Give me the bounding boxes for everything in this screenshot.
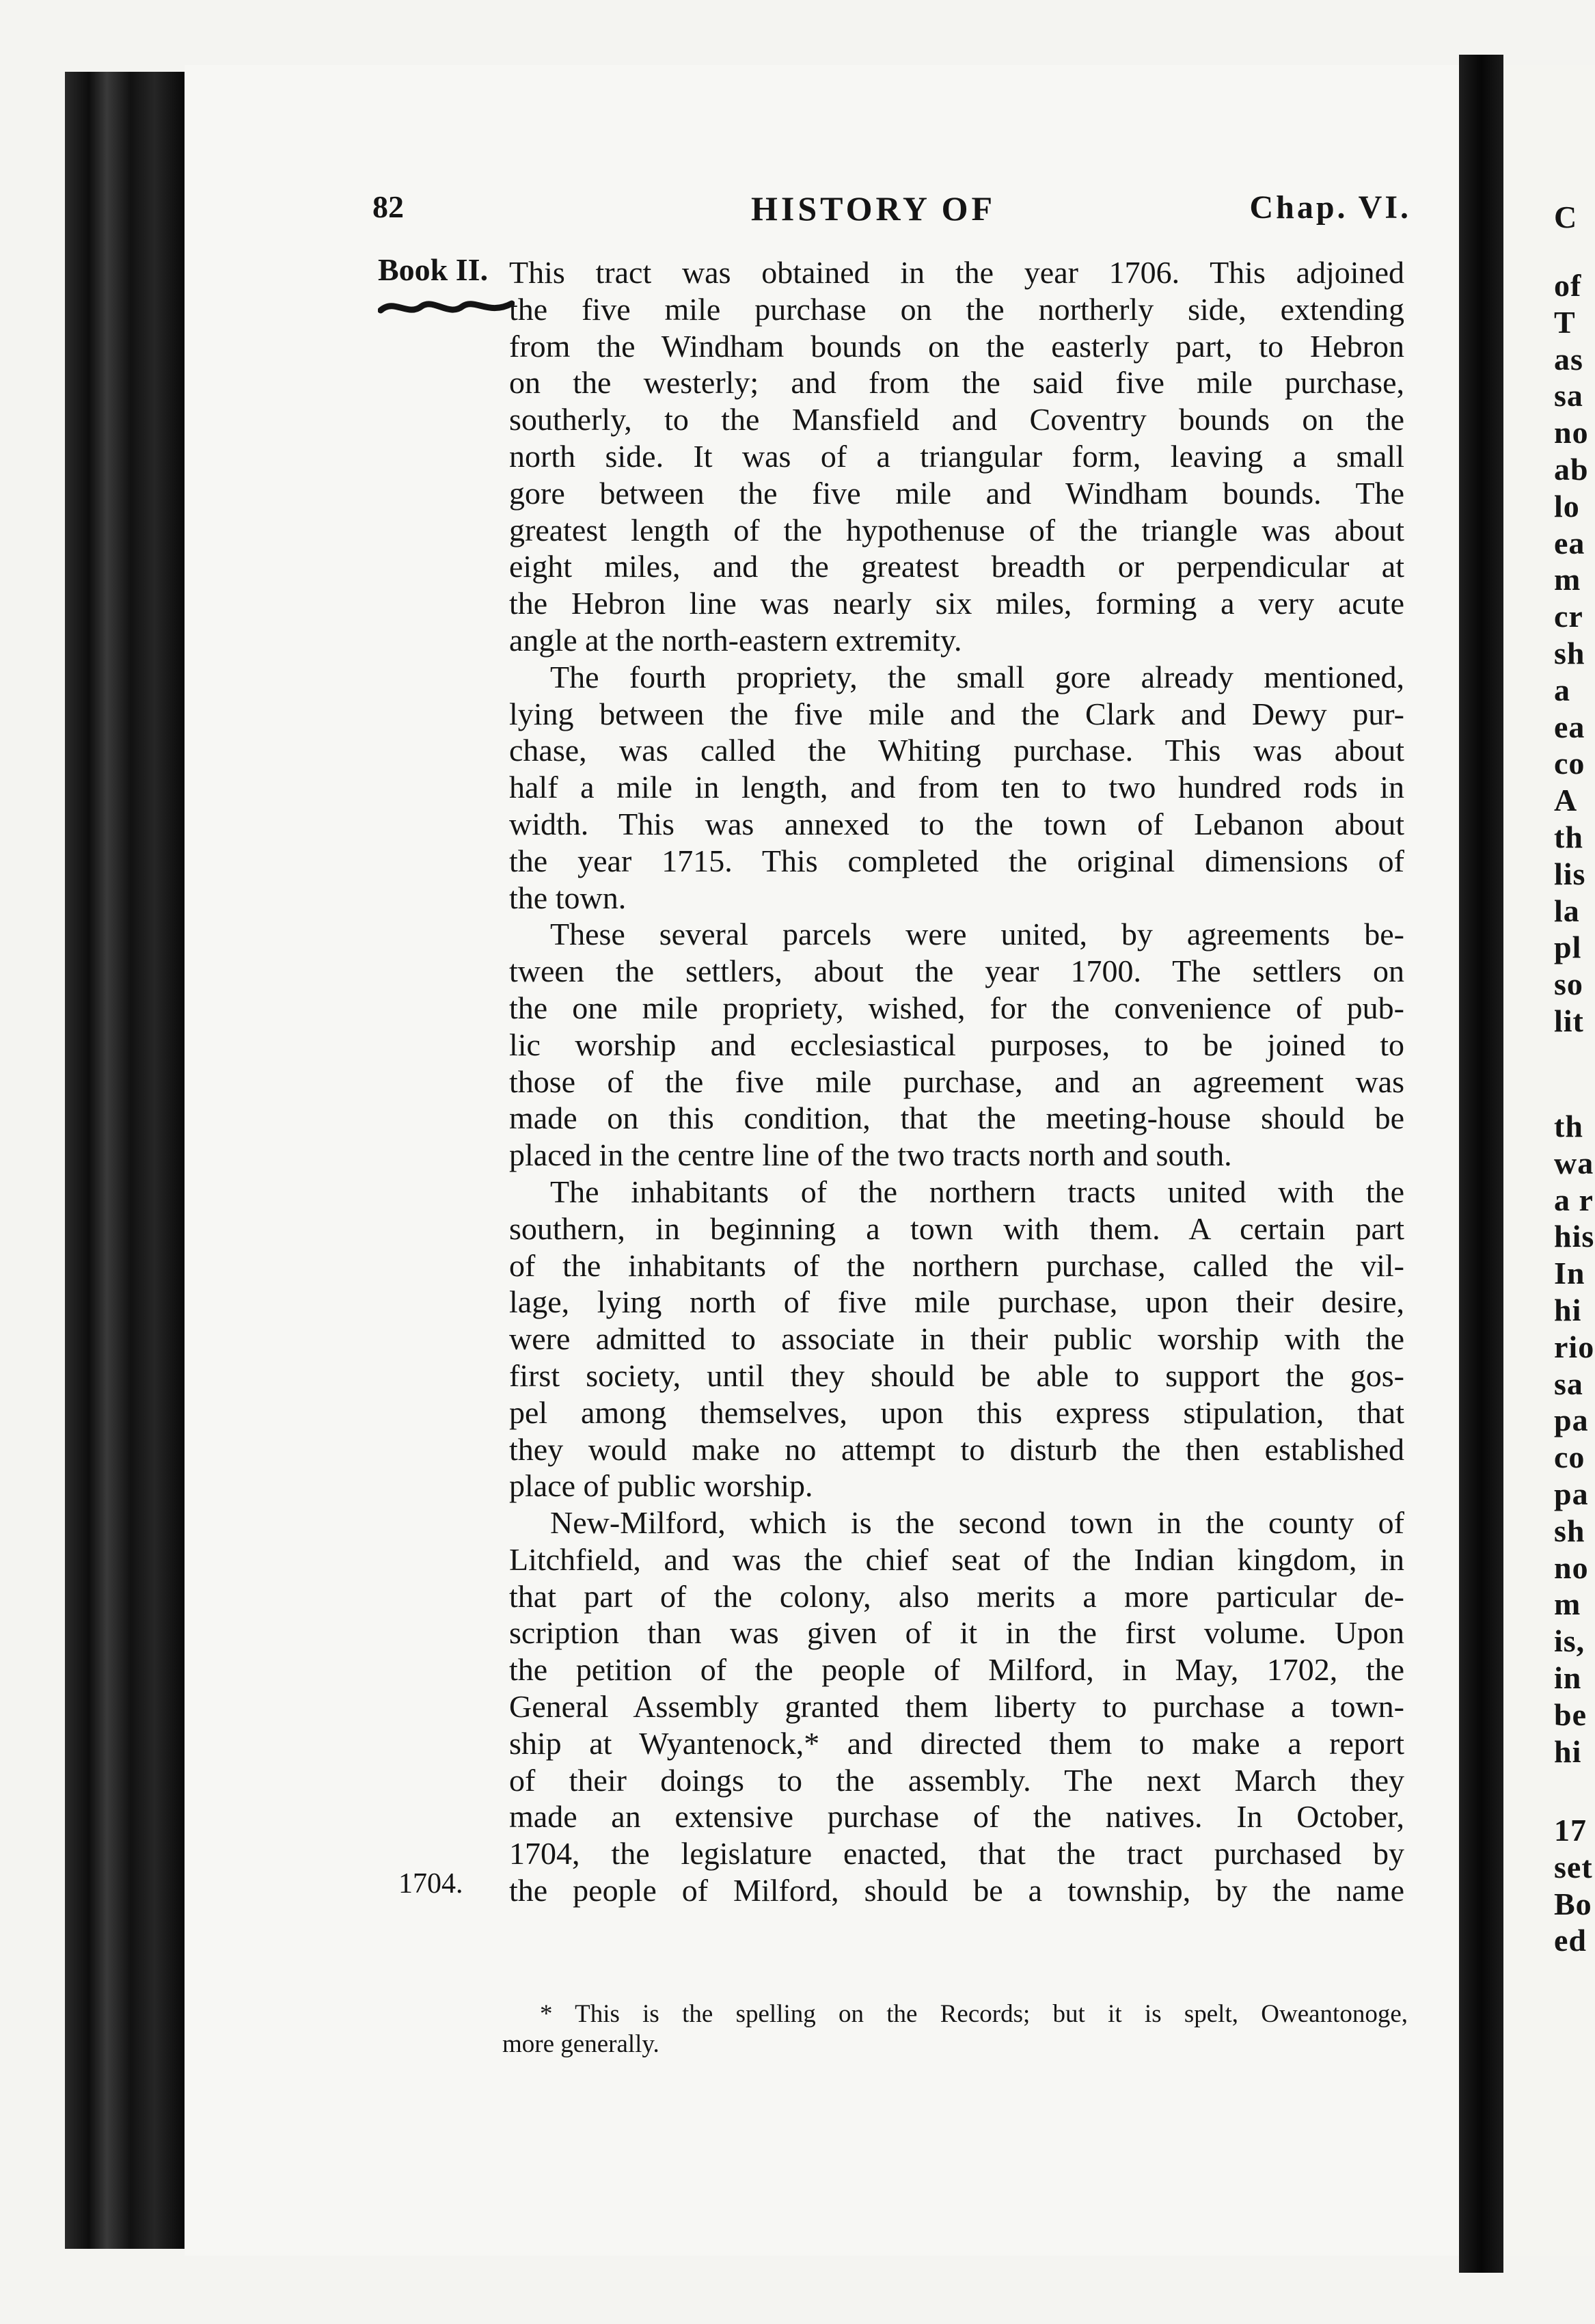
text-line: The fourth propriety, the small gore already mentioned, — [550, 659, 1404, 694]
facing-page-fragment: pa — [1554, 1476, 1589, 1511]
text-line: pel among themselves, upon this express stipulation, that — [509, 1394, 1404, 1430]
facing-page-fragment: A — [1554, 783, 1578, 818]
text-line: This tract was obtained in the year 1706. This adjoined — [509, 255, 1404, 290]
facing-page-fragment: ed — [1554, 1923, 1587, 1958]
text-line: of their doings to the assembly. The next March they — [509, 1762, 1404, 1798]
facing-page-fragment: of — [1554, 268, 1582, 303]
text-line: placed in the centre line of the two tracts north and south. — [509, 1137, 1232, 1173]
text-line: made an extensive purchase of the natives. In October, — [509, 1799, 1404, 1835]
facing-page-fragment: cr — [1554, 599, 1583, 634]
text-line: the Hebron line was nearly six miles, forming a very acute — [509, 586, 1404, 621]
text-line: the five mile purchase on the northerly side, extending — [509, 291, 1404, 327]
facing-page-fragment: his — [1554, 1219, 1595, 1254]
text-line: those of the five mile purchase, and an agreement was — [509, 1064, 1404, 1099]
chapter-heading: Chap. VI. — [1249, 189, 1411, 226]
facing-page-fragment: Bo — [1554, 1886, 1592, 1921]
facing-page-fragment: co — [1554, 746, 1585, 781]
text-line: 1704, the legislature enacted, that the tract purchased by — [509, 1836, 1404, 1872]
facing-page-fragment: in — [1554, 1660, 1582, 1695]
facing-page-fragment: ea — [1554, 525, 1585, 560]
facing-page-fragment: lis — [1554, 856, 1586, 891]
text-line: Litchfield, and was the chief seat of the Indian kingdom, in — [509, 1541, 1404, 1577]
text-line: place of public worship. — [509, 1468, 813, 1504]
facing-page-fragment: as — [1554, 341, 1583, 377]
book-binding-edge — [65, 72, 185, 2249]
facing-page-fragment: sh — [1554, 636, 1585, 671]
page-number: 82 — [372, 189, 404, 224]
footnote — [502, 1999, 1408, 2059]
facing-page-fragment: no — [1554, 415, 1589, 450]
facing-page-fragment: hi — [1554, 1733, 1582, 1769]
facing-page-fragment: wa — [1554, 1145, 1594, 1180]
facing-page-fragment: lo — [1554, 488, 1580, 524]
text-line: General Assembly granted them liberty to purchase a town- — [509, 1689, 1404, 1725]
facing-page-fragment: 17 — [1554, 1813, 1587, 1848]
text-line: that part of the colony, also merits a more particular de- — [509, 1578, 1404, 1614]
facing-page-fragment: set — [1554, 1849, 1593, 1884]
facing-page-fragment: sa — [1554, 378, 1583, 414]
book-marginal-label: Book II. — [378, 252, 489, 287]
text-line: These several parcels were united, by agreements be- — [550, 917, 1404, 952]
book-gutter — [1459, 55, 1503, 2273]
text-line: first society, until they should be able to support the gos- — [509, 1357, 1404, 1393]
text-line: The inhabitants of the northern tracts united with the — [550, 1174, 1404, 1209]
text-line: were admitted to associate in their public worship with the — [509, 1321, 1404, 1357]
text-line: they would make no attempt to disturb the then established — [509, 1431, 1404, 1467]
body-text — [509, 254, 1404, 1909]
text-line: the year 1715. This completed the original dimensions of — [509, 843, 1404, 878]
text-line: made on this condition, that the meeting-house should be — [509, 1100, 1404, 1136]
text-line: scription than was given of it in the first volume. Upon — [509, 1615, 1404, 1651]
text-line: greatest length of the hypothenuse of the triangle was about — [509, 512, 1404, 548]
text-line: eight miles, and the greatest breadth or perpendicular at — [509, 549, 1404, 584]
facing-page-fragment: a r — [1554, 1182, 1594, 1217]
text-line: ship at Wyantenock,* and directed them to make a report — [509, 1725, 1404, 1761]
facing-page-fragment: ea — [1554, 709, 1585, 744]
text-line: from the Windham bounds on the easterly part, to Hebron — [509, 328, 1404, 364]
text-line: tween the settlers, about the year 1700. The settlers on — [509, 954, 1404, 989]
text-line: angle at the north-eastern extremity. — [509, 622, 962, 658]
text-line: southern, in beginning a town with them. A certain part — [509, 1211, 1404, 1246]
text-line: the petition of the people of Milford, in May, 1702, the — [509, 1652, 1404, 1688]
text-line: width. This was annexed to the town of Lebanon about — [509, 806, 1404, 841]
text-line: the town. — [509, 880, 627, 915]
text-line: southerly, to the Mansfield and Coventry bounds on the — [509, 402, 1404, 437]
facing-page-fragment: pa — [1554, 1403, 1589, 1438]
text-line: lage, lying north of five mile purchase, upon their desire, — [509, 1284, 1404, 1320]
running-head: HISTORY OF — [751, 189, 996, 228]
facing-page-fragment: m — [1554, 1586, 1581, 1622]
text-line: north side. It was of a triangular form, leaving a small — [509, 438, 1404, 474]
text-line: lying between the five mile and the Clark and Dewy pur- — [509, 696, 1404, 731]
facing-page-fragment: is, — [1554, 1623, 1585, 1659]
facing-page-fragment: hi — [1554, 1293, 1582, 1327]
page-header — [372, 191, 1411, 232]
text-line: lic worship and ecclesiastical purposes, to be joined to — [509, 1027, 1404, 1062]
facing-page-fragment: co — [1554, 1440, 1585, 1475]
facing-page-fragment: sa — [1554, 1366, 1583, 1401]
text-line: New-Milford, which is the second town in the county of — [550, 1505, 1404, 1541]
facing-page-fragment: la — [1554, 893, 1580, 928]
footnote-line: * This is the spelling on the Records; but it is spelt, Oweantonoge, — [540, 2000, 1408, 2028]
facing-page-fragment: th — [1554, 1109, 1583, 1144]
facing-page-fragment: so — [1554, 967, 1583, 1002]
facing-page-fragment: In — [1554, 1256, 1585, 1291]
flourish-ornament-icon — [378, 294, 515, 321]
facing-page-edge — [1503, 65, 1595, 2256]
facing-page-fragment: th — [1554, 820, 1583, 854]
facing-page-fragment: C — [1554, 200, 1578, 234]
facing-page-fragment: ab — [1554, 452, 1589, 487]
facing-page-fragment: sh — [1554, 1513, 1585, 1548]
text-line: the one mile propriety, wished, for the convenience of pub- — [509, 990, 1404, 1025]
footnote-line: more generally. — [502, 2030, 659, 2058]
facing-page-fragment: T — [1554, 304, 1576, 340]
facing-page-fragment: be — [1554, 1697, 1587, 1732]
facing-page-fragment: m — [1554, 562, 1581, 597]
facing-page-fragment: lit — [1554, 1003, 1584, 1038]
text-line: gore between the five mile and Windham bounds. The — [509, 475, 1404, 511]
text-line: chase, was called the Whiting purchase. This was about — [509, 733, 1404, 768]
text-line: half a mile in length, and from ten to two hundred rods in — [509, 770, 1404, 805]
text-line: the people of Milford, should be a township, by the name — [509, 1873, 1404, 1908]
margin-year-note: 1704. — [398, 1868, 463, 1900]
text-line: on the westerly; and from the said five mile purchase, — [509, 365, 1404, 401]
facing-page-fragment: rio — [1554, 1329, 1595, 1364]
text-line: of the inhabitants of the northern purchase, called the vil- — [509, 1247, 1404, 1283]
facing-page-fragment: pl — [1554, 930, 1582, 965]
facing-page-fragment: no — [1554, 1550, 1589, 1585]
facing-page-fragment: a — [1554, 672, 1570, 707]
